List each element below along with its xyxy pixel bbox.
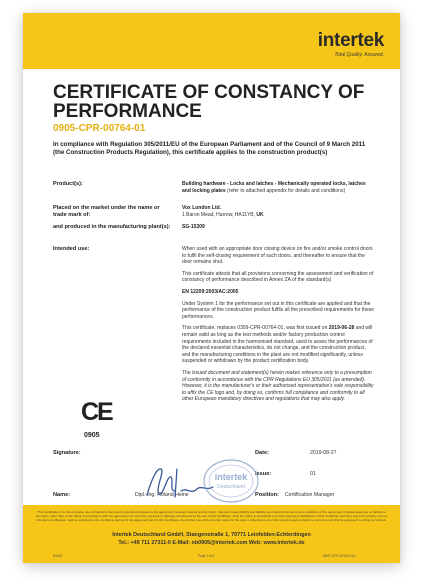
document-ref: NB07-CPR-00764-01/1 — [323, 554, 356, 558]
system-paragraph: Under System 1 for the performance set out in this certificate are applied and that the performance of the construction product fulfils all the prescribed requirements for these performances. — [182, 300, 375, 320]
intended-use-label: Intended use: — [53, 246, 90, 252]
position-label: Position: — [255, 492, 279, 498]
product-label: Product(s): — [53, 181, 83, 187]
placed-on-market-label: Placed on the market under the name or trade mark of: — [53, 205, 160, 218]
legal-disclaimer: This Certificate is for the exclusive use of Intertek's client and is provided pursuant to the agreement between Intertek and its Client. Intertek's responsibility and liability are limited to the terms and conditions of the agreement. Intertek assumes no liability to any party, other than to the Client in accordance with the agreement, for any loss, expense or damage occasioned by the use of this Certificate. Only the Client is authorized to permit copying or distribution of this Certificate and then only in its entirety. Use of Intertek's Certification mark is restricted to the conditions laid out in the agreement and in this Certificate. Any further use of the Intertek name for the sale or advertisement of the tested material, product or service must first be approved in writing by Intertek. — [35, 510, 388, 522]
validity-paragraph: This certificate, replaces 0359-CPR-00764-01, was first issued on 2019-06-28 and will remain valid as long as the test methods and/or factory production control requirements included in the harmonised standard, used to asses the performances of the declared essential characteristics, do not change, and the construction product, and the manufacturing conditions in the plant are not modified significantly, unless suspended or withdrawn by the product certification body. — [182, 325, 373, 365]
certificate-title: CERTIFICATE OF CONSTANCY OF PERFORMANCE — [53, 82, 365, 122]
ce-mark: CE — [81, 398, 112, 426]
page-number: Page 1 of 2 — [198, 554, 215, 558]
footer-address: Intertek Deutschland GmbH, Stangenstraße 1, 70771 Leinfelden-Echterdingen — [112, 532, 311, 538]
intended-use-paragraph: When used with an appropriate door closing device on fire and/or smoke control doors to fulfil the self-closing requirement of such doors, and thereafter to ensure that the door remains shut. — [182, 246, 373, 266]
name-label: Name: — [53, 492, 71, 498]
form-id: 8/1/83 — [53, 554, 62, 558]
footer-contact: Tel.: +49 711 27311-0 E-Mail: nb0905@intertek.com Web: www.intertek.de — [118, 540, 305, 546]
logo-tagline: Total Quality. Assured. — [334, 52, 384, 58]
plant-label: and produced in the manufacturing plant(s): — [53, 224, 171, 230]
position-value: Certification Manager — [285, 492, 335, 498]
certificate-number: 0905-CPR-00764-01 — [53, 123, 146, 134]
stamp-text-brand: intertek — [214, 472, 248, 482]
issue-label: Issue: — [255, 471, 272, 477]
attestation-paragraph: This certificate attests that all provisions concerning the assessment and verification of constancy of performance described in Annex ZA of the standard(s) — [182, 270, 374, 284]
standard-reference: EN 12209:2003/AC:2005 — [182, 288, 239, 295]
header-band — [23, 13, 400, 69]
date-value: 2019-08-27 — [310, 450, 337, 456]
notified-body-number: 0905 — [84, 432, 100, 439]
issue-value: 01 — [310, 471, 316, 477]
placed-on-market-value: Vox London Ltd. 1 Baron Mead, Harrow, HA11YB, UK — [182, 205, 264, 218]
intro-text: In compliance with Regulation 305/2011/EU of the European Parliament and of the Council of 9 March 2011 (the Construction Products Regulation), this certificate applies to the construction product(s) — [53, 141, 366, 156]
disclaimer-paragraph: The issued document and statement(s) herein makes reference only to a presumption of conformity in accordance with the CPR Regulations EU 305/2011 (as amended). However, it is the manufacturer's or their authorised representative's sole responsibility to affix the CE logo and, by doing so, confirms full compliance and conformity to all other European mandatory directives and regulations that may also apply. — [182, 369, 374, 403]
stamp-text-country: Deutschland — [217, 484, 245, 490]
company-stamp — [201, 456, 261, 506]
certificate-sheet — [23, 13, 400, 563]
intended-use-value — [182, 246, 375, 408]
product-value: Building hardware - Locks and latches - Mechanically operated locks, latches and locking plates (refer to attached appendix for details and conditions) — [182, 181, 366, 194]
date-label: Date: — [255, 450, 269, 456]
signature-label: Signature: — [53, 450, 81, 456]
intertek-logo: intertek — [317, 30, 384, 51]
plant-value: SG-15309 — [182, 224, 205, 230]
name-value: Dipl.-Ing. Roland Heine — [135, 492, 189, 498]
